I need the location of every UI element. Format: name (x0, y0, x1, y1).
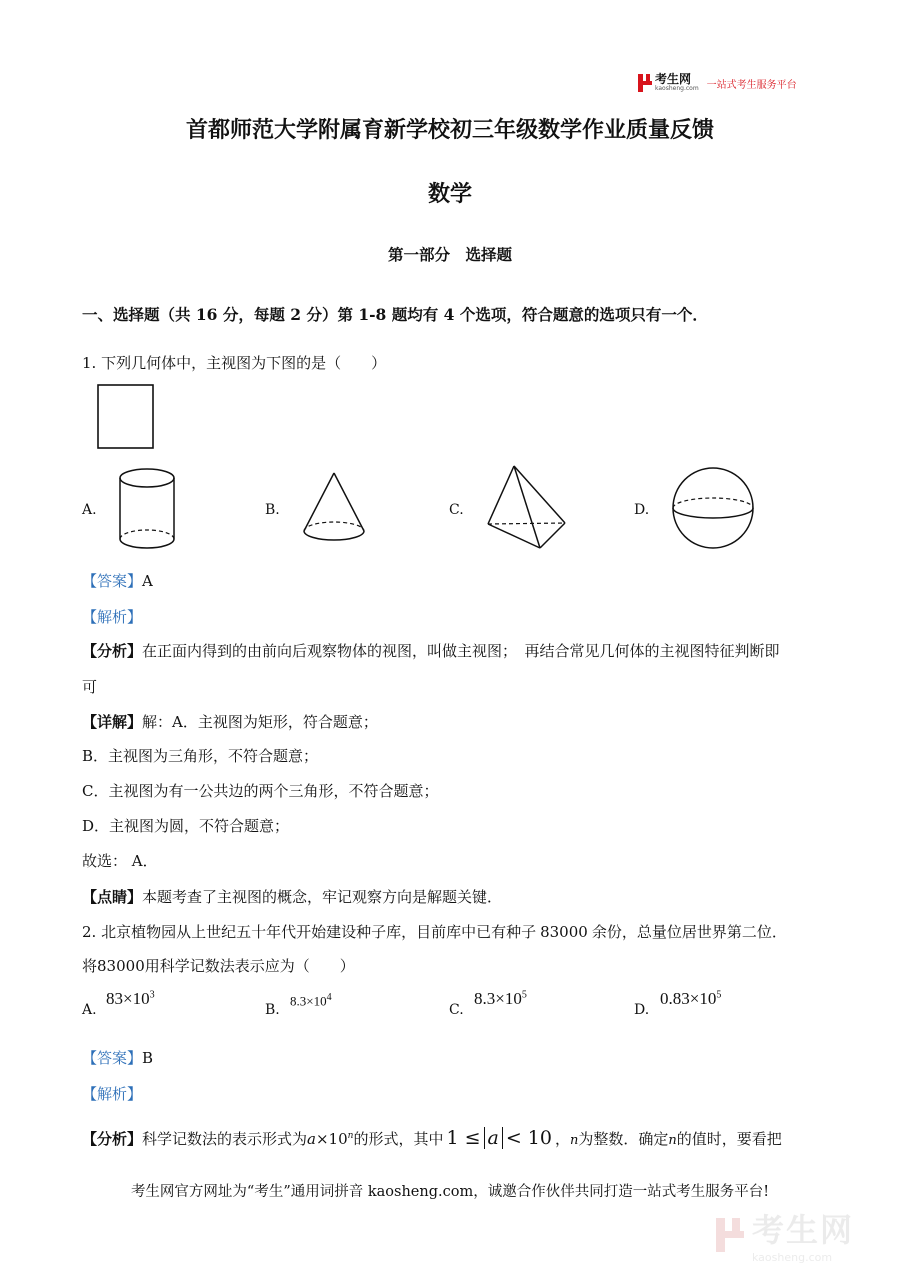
q2-stem-text: 2. 北京植物园从上世纪五十年代开始建设种子库，目前库中已有种子 (82, 923, 537, 941)
sphere-equator-front (673, 508, 753, 518)
doc-title: 首都师范大学附属育新学校初三年级数学作业质量反馈 (185, 117, 714, 143)
fenxi-text: ， (554, 1130, 570, 1148)
sci-base: 8.3×10 (474, 989, 522, 1008)
q2-option-c-value (474, 989, 527, 1009)
logo-name: 考生网 (655, 72, 692, 86)
q1-fenxi-line1 (82, 640, 780, 661)
front-view-rectangle (98, 385, 153, 448)
q1-option-d-label: D. (634, 502, 650, 518)
xiangjie-a-text: ．主视图为矩形，符合题意； (182, 713, 378, 731)
fenxi-text: 为整数．确定 (578, 1130, 669, 1148)
sci-exp: 5 (521, 989, 527, 1001)
var-n: n (668, 1133, 677, 1148)
fenxi-text: 的形式，其中 (353, 1130, 444, 1148)
pyramid-edge (514, 466, 565, 523)
q2-stem-line1 (82, 921, 787, 942)
fenxi-tag: 【分析】 (82, 642, 143, 660)
watermark-domain: kaosheng.com (752, 1251, 833, 1264)
sci-base: 0.83×10 (660, 989, 717, 1008)
cylinder-bottom-front (120, 539, 174, 548)
watermark-name: 考生网 (752, 1211, 855, 1249)
q1-option-c-label: C. (449, 502, 464, 518)
watermark-logo-icon (716, 1218, 746, 1252)
q2-option-a (82, 1002, 97, 1018)
q1-answer (82, 570, 153, 591)
option-label: D. (634, 1002, 650, 1018)
q2-answer (82, 1047, 153, 1068)
cone-base-back (304, 522, 364, 531)
option-label: C. (449, 1002, 464, 1018)
ineq-right: < 10 (505, 1127, 552, 1149)
cylinder-bottom-back (120, 530, 174, 539)
cylinder-top (120, 469, 174, 487)
fenxi-text: 的值时，要看把 (676, 1130, 782, 1148)
part-heading: 第一部分 选择题 (387, 245, 512, 264)
pyramid-hidden-edge (488, 523, 565, 524)
formula-times: ×10 (315, 1130, 348, 1148)
answer-value: A (142, 572, 153, 590)
q1-cone-figure (301, 471, 367, 551)
q2-option-d (634, 1002, 649, 1018)
dianjing-tag: 【点睛】 (82, 888, 143, 906)
q1-stem: 1. 下列几何体中，主视图为下图的是（ ） (82, 354, 387, 372)
sci-base: 83×10 (106, 989, 150, 1008)
cone-base-front (304, 531, 364, 540)
section-heading: 一、选择题（共 16 分，每题 2 分）第 1-8 题均有 4 个选项，符合题意的选项只有一个． (82, 305, 708, 324)
q1-guxuan (82, 850, 158, 871)
kaosheng-logo-icon (638, 74, 652, 92)
fenxi-text: 在正面内得到的由前向后观察物体的视图，叫做主视图； 再结合常见几何体的主视图特征判断即 (142, 642, 780, 660)
sphere-equator-back (673, 498, 753, 508)
q1-front-view-figure (97, 384, 155, 450)
formula-a: a (307, 1130, 316, 1148)
q1-pyramid-figure (486, 464, 568, 552)
sci-exp: 5 (716, 989, 722, 1001)
q1-xiangjie (82, 711, 378, 732)
q2-number: 83000 (540, 923, 588, 941)
q1-xiangjie-c: C．主视图为有一公共边的两个三角形，不符合题意； (82, 782, 439, 800)
q2-stem-text: 将 (82, 957, 98, 975)
sci-exp: 4 (326, 992, 332, 1003)
q2-stem-text: 用科学记数法表示应为（ ） (144, 957, 355, 975)
q2-stem-text: 余份，总量位居世界第二位． (591, 923, 787, 941)
doc-subject: 数学 (427, 181, 472, 207)
q1-cylinder-figure (118, 467, 178, 553)
pyramid-edge (514, 466, 540, 548)
q2-jiexi-tag: 【解析】 (82, 1085, 143, 1103)
answer-tag: 【答案】 (82, 572, 143, 590)
q2-option-a-value (106, 989, 155, 1009)
sci-exp: 3 (149, 989, 155, 1001)
pyramid-base-edge (488, 524, 540, 548)
q1-xiangjie-b: B．主视图为三角形，不符合题意； (82, 747, 319, 765)
q2-number: 83000 (97, 957, 145, 975)
guxuan-answer: A． (131, 852, 158, 870)
q1-fenxi-line2: 可 (82, 678, 98, 696)
sphere-outline (673, 468, 753, 548)
ineq-abs-a: a (484, 1127, 503, 1149)
answer-value: B (142, 1049, 154, 1067)
q2-option-c (449, 1002, 464, 1018)
q1-sphere-figure (672, 465, 756, 551)
q1-jiexi-tag: 【解析】 (82, 608, 143, 626)
guxuan-lead: 故选： (82, 852, 128, 870)
q2-option-b (265, 1002, 280, 1018)
fenxi-tag: 【分析】 (82, 1130, 143, 1148)
logo-slogan: 一站式考生服务平台 (706, 79, 797, 91)
fenxi-text: 科学记数法的表示形式为 (142, 1130, 308, 1148)
q1-option-a-label: A. (82, 502, 97, 518)
header-logo (638, 72, 797, 94)
q2-stem-line2 (82, 955, 355, 976)
xiangjie-lead: 解： (142, 713, 173, 731)
sci-base: 8.3×10 (290, 993, 327, 1009)
option-label: A. (82, 1002, 97, 1018)
q1-dianjing (82, 886, 502, 907)
option-label: B. (265, 1002, 280, 1018)
formula-n: n (347, 1131, 354, 1141)
answer-tag: 【答案】 (82, 1049, 143, 1067)
xiangjie-a-letter: A (172, 713, 183, 731)
q1-option-b-label: B. (265, 502, 280, 518)
dianjing-text: 本题考查了主视图的概念，牢记观察方向是解题关键． (142, 888, 503, 906)
ineq-left: 1 ≤ (446, 1127, 481, 1149)
pyramid-edge (488, 466, 514, 524)
q2-fenxi-line1 (82, 1127, 782, 1149)
q1-xiangjie-d: D．主视图为圆，不符合题意； (82, 817, 290, 835)
page-footer: 考生网官方网址为“考生”通用词拼音 kaosheng.com，诚邀合作伙伴共同打造一站式考生服务平台! (130, 1184, 770, 1200)
var-n: n (570, 1133, 579, 1148)
q2-option-b-value (290, 992, 332, 1009)
xiangjie-tag: 【详解】 (82, 713, 143, 731)
q2-option-d-value (660, 989, 721, 1009)
logo-domain: kaosheng.com (655, 85, 699, 92)
pyramid-base-edge (540, 523, 565, 548)
watermark-logo (716, 1205, 854, 1264)
